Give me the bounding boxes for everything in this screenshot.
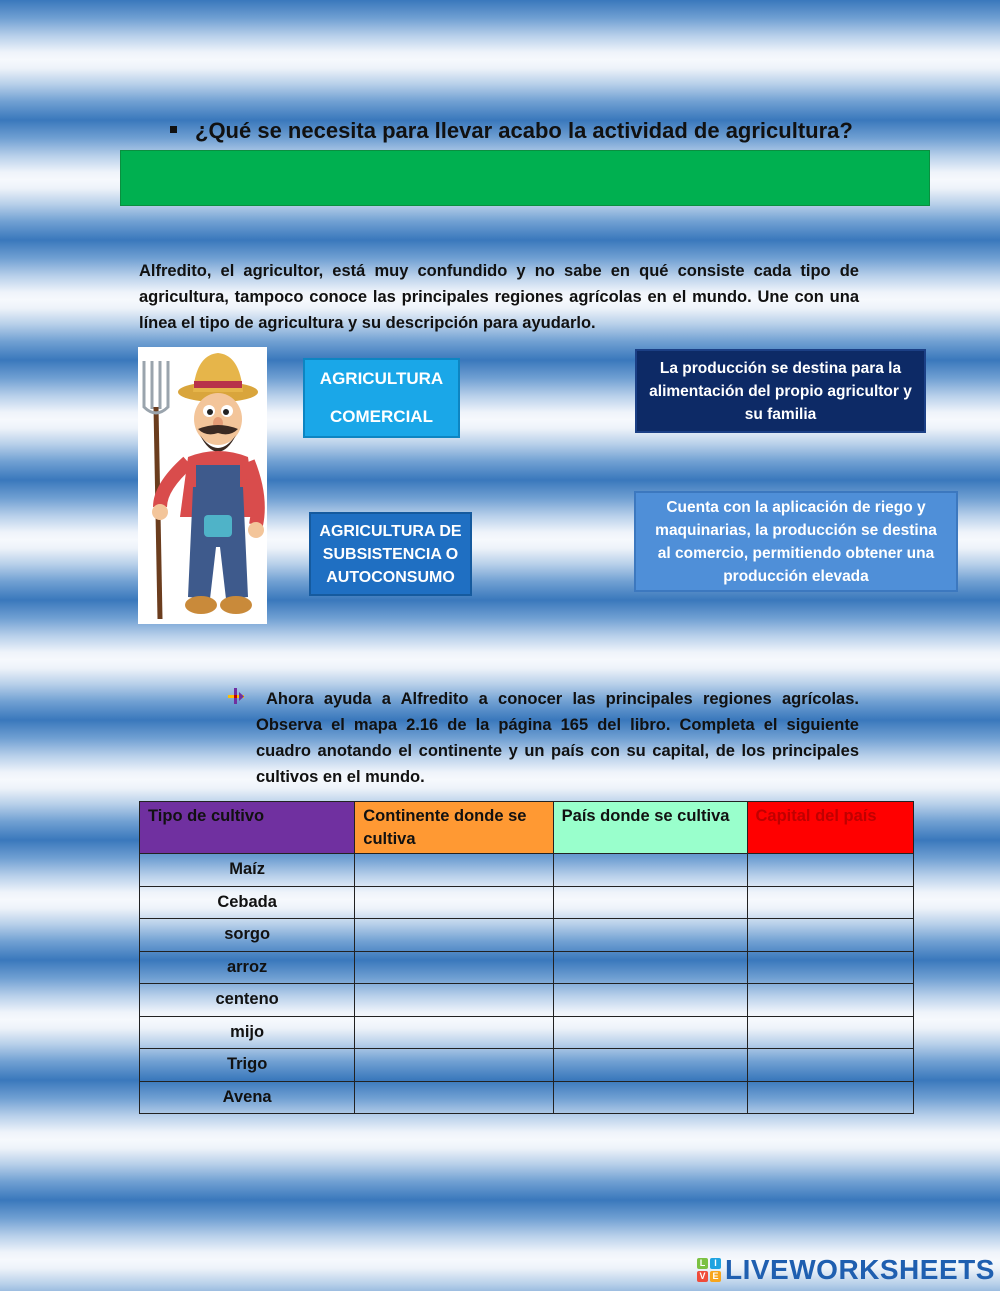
country-input-cell[interactable] xyxy=(553,854,747,887)
crop-name-cell: sorgo xyxy=(140,919,355,952)
capital-input-cell[interactable] xyxy=(747,1081,914,1114)
crop-name-cell: Avena xyxy=(140,1081,355,1114)
country-input-cell[interactable] xyxy=(553,951,747,984)
type-commercial-line1: AGRICULTURA xyxy=(319,369,444,388)
crop-name-cell: Trigo xyxy=(140,1049,355,1082)
intro-paragraph: Alfredito, el agricultor, está muy confundido y no sabe en qué consiste cada tipo de agricultura, tampoco conoce las principales regiones agrícolas en el mundo. Une con una línea el tipo de agricultura y su descripción para ayudarlo. xyxy=(139,262,859,332)
type-subsistence-card[interactable] xyxy=(309,512,472,596)
table-header-row xyxy=(140,802,914,854)
crops-table xyxy=(139,801,914,1114)
continent-input-cell[interactable] xyxy=(355,854,553,887)
crop-name-cell: Cebada xyxy=(140,886,355,919)
liveworksheets-logo[interactable] xyxy=(697,1254,995,1286)
type-commercial-card[interactable] xyxy=(303,358,460,438)
country-input-cell[interactable] xyxy=(553,919,747,952)
description-2-text: Cuenta con la aplicación de riego y maquinarias, la producción se destina al comercio, permitiendo obtener una producción elevada xyxy=(655,498,937,585)
capital-input-cell[interactable] xyxy=(747,1049,914,1082)
description-1-text: La producción se destina para la alimentación del propio agricultor y su familia xyxy=(649,359,912,423)
continent-input-cell[interactable] xyxy=(355,1081,553,1114)
description-card-2[interactable] xyxy=(634,491,958,592)
continent-input-cell[interactable] xyxy=(355,1016,553,1049)
crop-name-cell: centeno xyxy=(140,984,355,1017)
table-row xyxy=(140,886,914,919)
continent-input-cell[interactable] xyxy=(355,919,553,952)
farmer-illustration xyxy=(138,347,267,624)
continent-input-cell[interactable] xyxy=(355,886,553,919)
table-body xyxy=(140,854,914,1114)
type-subsistence-label: AGRICULTURA DE SUBSISTENCIA O AUTOCONSUMO xyxy=(319,522,462,586)
country-input-cell[interactable] xyxy=(553,1049,747,1082)
question-text: ¿Qué se necesita para llevar acabo la actividad de agricultura? xyxy=(195,118,853,143)
logo-squares-icon: L I V E xyxy=(697,1258,721,1282)
country-input-cell[interactable] xyxy=(553,1016,747,1049)
capital-input-cell[interactable] xyxy=(747,886,914,919)
farmer-icon xyxy=(138,347,267,624)
country-input-cell[interactable] xyxy=(553,1081,747,1114)
table-row xyxy=(140,854,914,887)
description-card-1[interactable] xyxy=(635,349,926,433)
instructions-paragraph xyxy=(229,686,859,790)
type-commercial-line2: COMERCIAL xyxy=(330,407,433,426)
table-row xyxy=(140,919,914,952)
table-row xyxy=(140,984,914,1017)
capital-input-cell[interactable] xyxy=(747,984,914,1017)
answer-field[interactable] xyxy=(120,150,930,206)
capital-input-cell[interactable] xyxy=(747,951,914,984)
instructions-text: Ahora ayuda a Alfredito a conocer las principales regiones agrícolas. Observa el mapa 2.16 de la página 165 del libro. Completa el siguiente cuadro anotando el continente y un país con su capital, de los principales cultivos en el mundo. xyxy=(256,690,859,786)
table-header-cell: Tipo de cultivo xyxy=(140,802,355,854)
country-input-cell[interactable] xyxy=(553,984,747,1017)
table-row xyxy=(140,1081,914,1114)
logo-text: LIVEWORKSHEETS xyxy=(725,1254,995,1285)
capital-input-cell[interactable] xyxy=(747,919,914,952)
table-header-cell: País donde se cultiva xyxy=(553,802,747,854)
table-row xyxy=(140,1016,914,1049)
continent-input-cell[interactable] xyxy=(355,1049,553,1082)
continent-input-cell[interactable] xyxy=(355,984,553,1017)
question-heading xyxy=(170,118,930,144)
table-row xyxy=(140,1049,914,1082)
bullet-icon xyxy=(170,126,177,133)
crop-name-cell: mijo xyxy=(140,1016,355,1049)
country-input-cell[interactable] xyxy=(553,886,747,919)
table-header-cell: Capital del país xyxy=(747,802,914,854)
crop-name-cell: Maíz xyxy=(140,854,355,887)
table-header-cell: Continente donde se cultiva xyxy=(355,802,553,854)
capital-input-cell[interactable] xyxy=(747,1016,914,1049)
continent-input-cell[interactable] xyxy=(355,951,553,984)
capital-input-cell[interactable] xyxy=(747,854,914,887)
table-row xyxy=(140,951,914,984)
crop-name-cell: arroz xyxy=(140,951,355,984)
